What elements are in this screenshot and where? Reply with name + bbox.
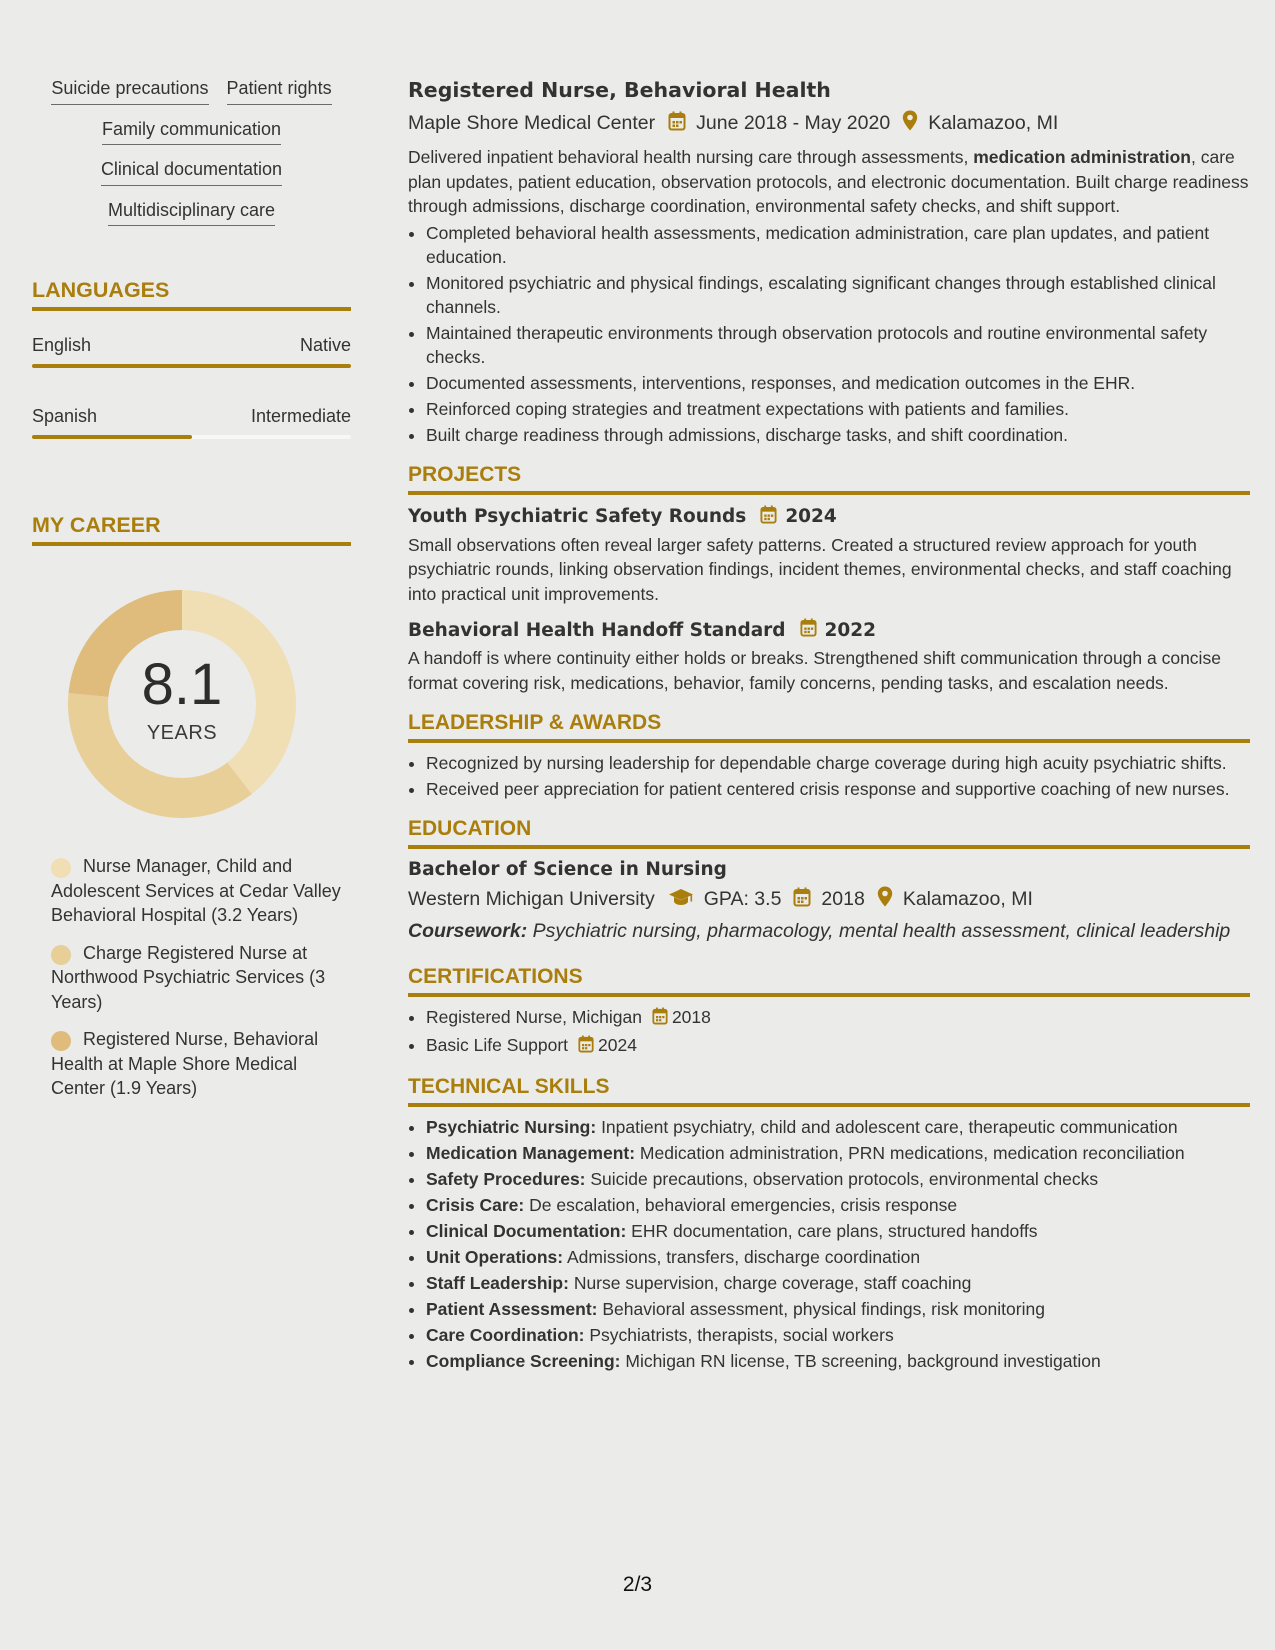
skill-value: Michigan RN license, TB screening, background investigation: [620, 1351, 1101, 1371]
list-item: [426, 1219, 1250, 1243]
project-description: Small observations often reveal larger safety patterns. Created a structured review approach for youth psychiatric rounds, linking observation findings, incident themes, environmental checks, and staff coaching into practical unit improvements.: [408, 534, 1232, 604]
calendar-icon: [760, 505, 777, 529]
list-item: • Reinforced coping strategies and treatment expectations with patients and families.: [426, 397, 1250, 421]
skill-chip: Multidisciplinary care: [108, 200, 275, 227]
main-content: [408, 78, 1250, 1375]
career-legend-item: [51, 854, 351, 928]
language-name: English: [32, 335, 92, 356]
calendar-icon: [800, 618, 817, 642]
sidebar: [32, 78, 351, 1114]
project-title: Behavioral Health Handoff Standard: [408, 619, 786, 641]
list-item: [426, 1005, 1250, 1031]
projects-heading: PROJECTS: [408, 463, 1250, 495]
certification-name: Registered Nurse, Michigan: [426, 1007, 642, 1027]
skill-value: Medication administration, PRN medications, medication reconciliation: [635, 1143, 1185, 1163]
career-donut: [62, 584, 302, 824]
list-item: [426, 1115, 1250, 1139]
project-title-row: [408, 505, 1250, 529]
skill-label: Safety Procedures:: [426, 1169, 586, 1189]
list-item: [426, 1349, 1250, 1373]
summary-bold: medication administration: [973, 147, 1191, 167]
page-number: 2/3: [622, 1573, 653, 1596]
job-bullets: [408, 221, 1250, 447]
skill-value: Behavioral assessment, physical findings, risk monitoring: [597, 1299, 1045, 1319]
leadership-list: [408, 751, 1250, 801]
calendar-icon: [578, 1035, 594, 1059]
employer: Maple Shore Medical Center: [408, 112, 656, 134]
coursework-text: Psychiatric nursing, pharmacology, mental health assessment, clinical leadership: [527, 920, 1231, 942]
language-bar: [32, 435, 351, 439]
certifications-heading: CERTIFICATIONS: [408, 965, 1250, 997]
career-legend: [32, 854, 351, 1101]
job-summary: [408, 145, 1250, 219]
skill-chip: Suicide precautions: [51, 78, 208, 105]
location-pin-icon: [877, 886, 893, 913]
career-legend-label: Charge Registered Nurse at Northwood Psychiatric Services (3 Years): [51, 942, 326, 1012]
skill-chip: Patient rights: [227, 78, 332, 105]
school: Western Michigan University: [408, 888, 655, 910]
calendar-icon: [652, 1007, 668, 1031]
career-heading: MY CAREER: [32, 513, 351, 546]
skill-label: Care Coordination:: [426, 1325, 585, 1345]
list-item: [426, 1297, 1250, 1321]
certifications-list: [408, 1005, 1250, 1059]
language-bar-fill: [32, 435, 192, 439]
career-total: 8.1: [141, 652, 223, 718]
skill-label: Medication Management:: [426, 1143, 636, 1163]
project-description: A handoff is where continuity either holds or breaks. Strengthened shift communication through a concise format covering risk, medications, behavior, family concerns, pending tasks, and escalation needs.: [408, 648, 1221, 693]
gpa: GPA: 3.5: [703, 888, 782, 910]
skill-value: Inpatient psychiatry, child and adolescent care, therapeutic communication: [596, 1117, 1178, 1137]
legend-dot: [51, 1031, 71, 1051]
list-item: • Documented assessments, interventions, responses, and medication outcomes in the EHR.: [426, 371, 1250, 395]
job-meta: [408, 110, 1250, 137]
career-legend-item: [51, 1027, 351, 1101]
project-title: Youth Psychiatric Safety Rounds: [408, 506, 747, 527]
list-item: • Received peer appreciation for patient centered crisis response and supportive coaching of new nurses.: [426, 777, 1250, 801]
career-legend-label: Registered Nurse, Behavioral Health at Maple Shore Medical Center (1.9 Years): [51, 1029, 319, 1099]
skill-label: Staff Leadership:: [426, 1273, 569, 1293]
languages-heading: LANGUAGES: [32, 278, 351, 311]
certification-name: Basic Life Support: [426, 1035, 569, 1055]
school-location: Kalamazoo, MI: [902, 888, 1033, 910]
leadership-heading: LEADERSHIP & AWARDS: [408, 711, 1250, 743]
legend-dot: [51, 945, 71, 965]
career-legend-item: [51, 941, 351, 1015]
list-item: [426, 1193, 1250, 1217]
list-item: [426, 1167, 1250, 1191]
project-year: 2022: [824, 619, 877, 641]
calendar-icon: [668, 111, 686, 137]
summary-text: Delivered inpatient behavioral health nursing care through assessments,: [408, 147, 974, 167]
job-location: Kalamazoo, MI: [928, 112, 1059, 134]
skill-value: Admissions, transfers, discharge coordination: [563, 1247, 921, 1267]
skill-value: Nurse supervision, charge coverage, staff coaching: [568, 1273, 972, 1293]
language-level: Intermediate: [250, 406, 351, 427]
skill-value: Psychiatrists, therapists, social workers: [584, 1325, 894, 1345]
project-year: 2024: [785, 506, 837, 527]
skill-label: Compliance Screening:: [426, 1351, 621, 1371]
skill-chip: Clinical documentation: [101, 159, 282, 186]
language-row: [32, 335, 351, 356]
career-unit: YEARS: [146, 722, 218, 745]
summary-text: , care plan updates, patient education, observation protocols, and electronic documentation. Built charge readiness through admissions, discharge coordination, environmental safety checks, and shift support.: [408, 147, 1249, 216]
job-dates: June 2018 - May 2020: [696, 112, 891, 134]
skill-value: De escalation, behavioral emergencies, crisis response: [524, 1195, 958, 1215]
list-item: [426, 1245, 1250, 1269]
certification-year: 2024: [598, 1035, 637, 1055]
location-pin-icon: [902, 110, 918, 137]
project-title-row: [408, 618, 1250, 642]
language-row: [32, 406, 351, 427]
language-level: Native: [299, 335, 351, 356]
list-item: • Recognized by nursing leadership for dependable charge coverage during high acuity psychiatric shifts.: [426, 751, 1250, 775]
list-item: [426, 1033, 1250, 1059]
skill-label: Crisis Care:: [426, 1195, 525, 1215]
degree: Bachelor of Science in Nursing: [408, 859, 727, 880]
skill-value: Suicide precautions, observation protocols, environmental checks: [585, 1169, 1099, 1189]
legend-dot: [51, 858, 71, 878]
career-legend-label: Nurse Manager, Child and Adolescent Services at Cedar Valley Behavioral Hospital (3.2 Years): [51, 856, 341, 926]
graduation-cap-icon: [668, 888, 694, 912]
education-heading: EDUCATION: [408, 817, 1250, 849]
list-item: • Monitored psychiatric and physical findings, escalating significant changes through established clinical channels.: [426, 271, 1250, 319]
skill-chip: Family communication: [102, 119, 281, 146]
skill-chips: [32, 78, 351, 226]
education-meta: [408, 886, 1250, 913]
skill-label: Unit Operations:: [426, 1247, 564, 1267]
skill-label: Patient Assessment:: [426, 1299, 598, 1319]
list-item: [426, 1141, 1250, 1165]
skill-label: Clinical Documentation:: [426, 1221, 627, 1241]
language-bar: [32, 364, 351, 368]
skill-value: EHR documentation, care plans, structured handoffs: [626, 1221, 1038, 1241]
language-name: Spanish: [32, 406, 98, 427]
job-title: Registered Nurse, Behavioral Health: [408, 78, 831, 102]
skill-label: Psychiatric Nursing:: [426, 1117, 597, 1137]
list-item: [426, 1323, 1250, 1347]
list-item: • Built charge readiness through admissions, discharge tasks, and shift coordination.: [426, 423, 1250, 447]
coursework-label: Coursework:: [408, 920, 528, 942]
coursework: [408, 919, 1250, 943]
technical-skills-list: [408, 1115, 1250, 1373]
list-item: • Completed behavioral health assessments, medication administration, care plan updates, and patient education.: [426, 221, 1250, 269]
language-bar-fill: [32, 364, 351, 368]
graduation-year: 2018: [821, 888, 865, 910]
list-item: • Maintained therapeutic environments through observation protocols and routine environmental safety checks.: [426, 321, 1250, 369]
technical-skills-heading: TECHNICAL SKILLS: [408, 1075, 1250, 1107]
calendar-icon: [793, 887, 811, 913]
certification-year: 2018: [671, 1007, 711, 1027]
list-item: [426, 1271, 1250, 1295]
